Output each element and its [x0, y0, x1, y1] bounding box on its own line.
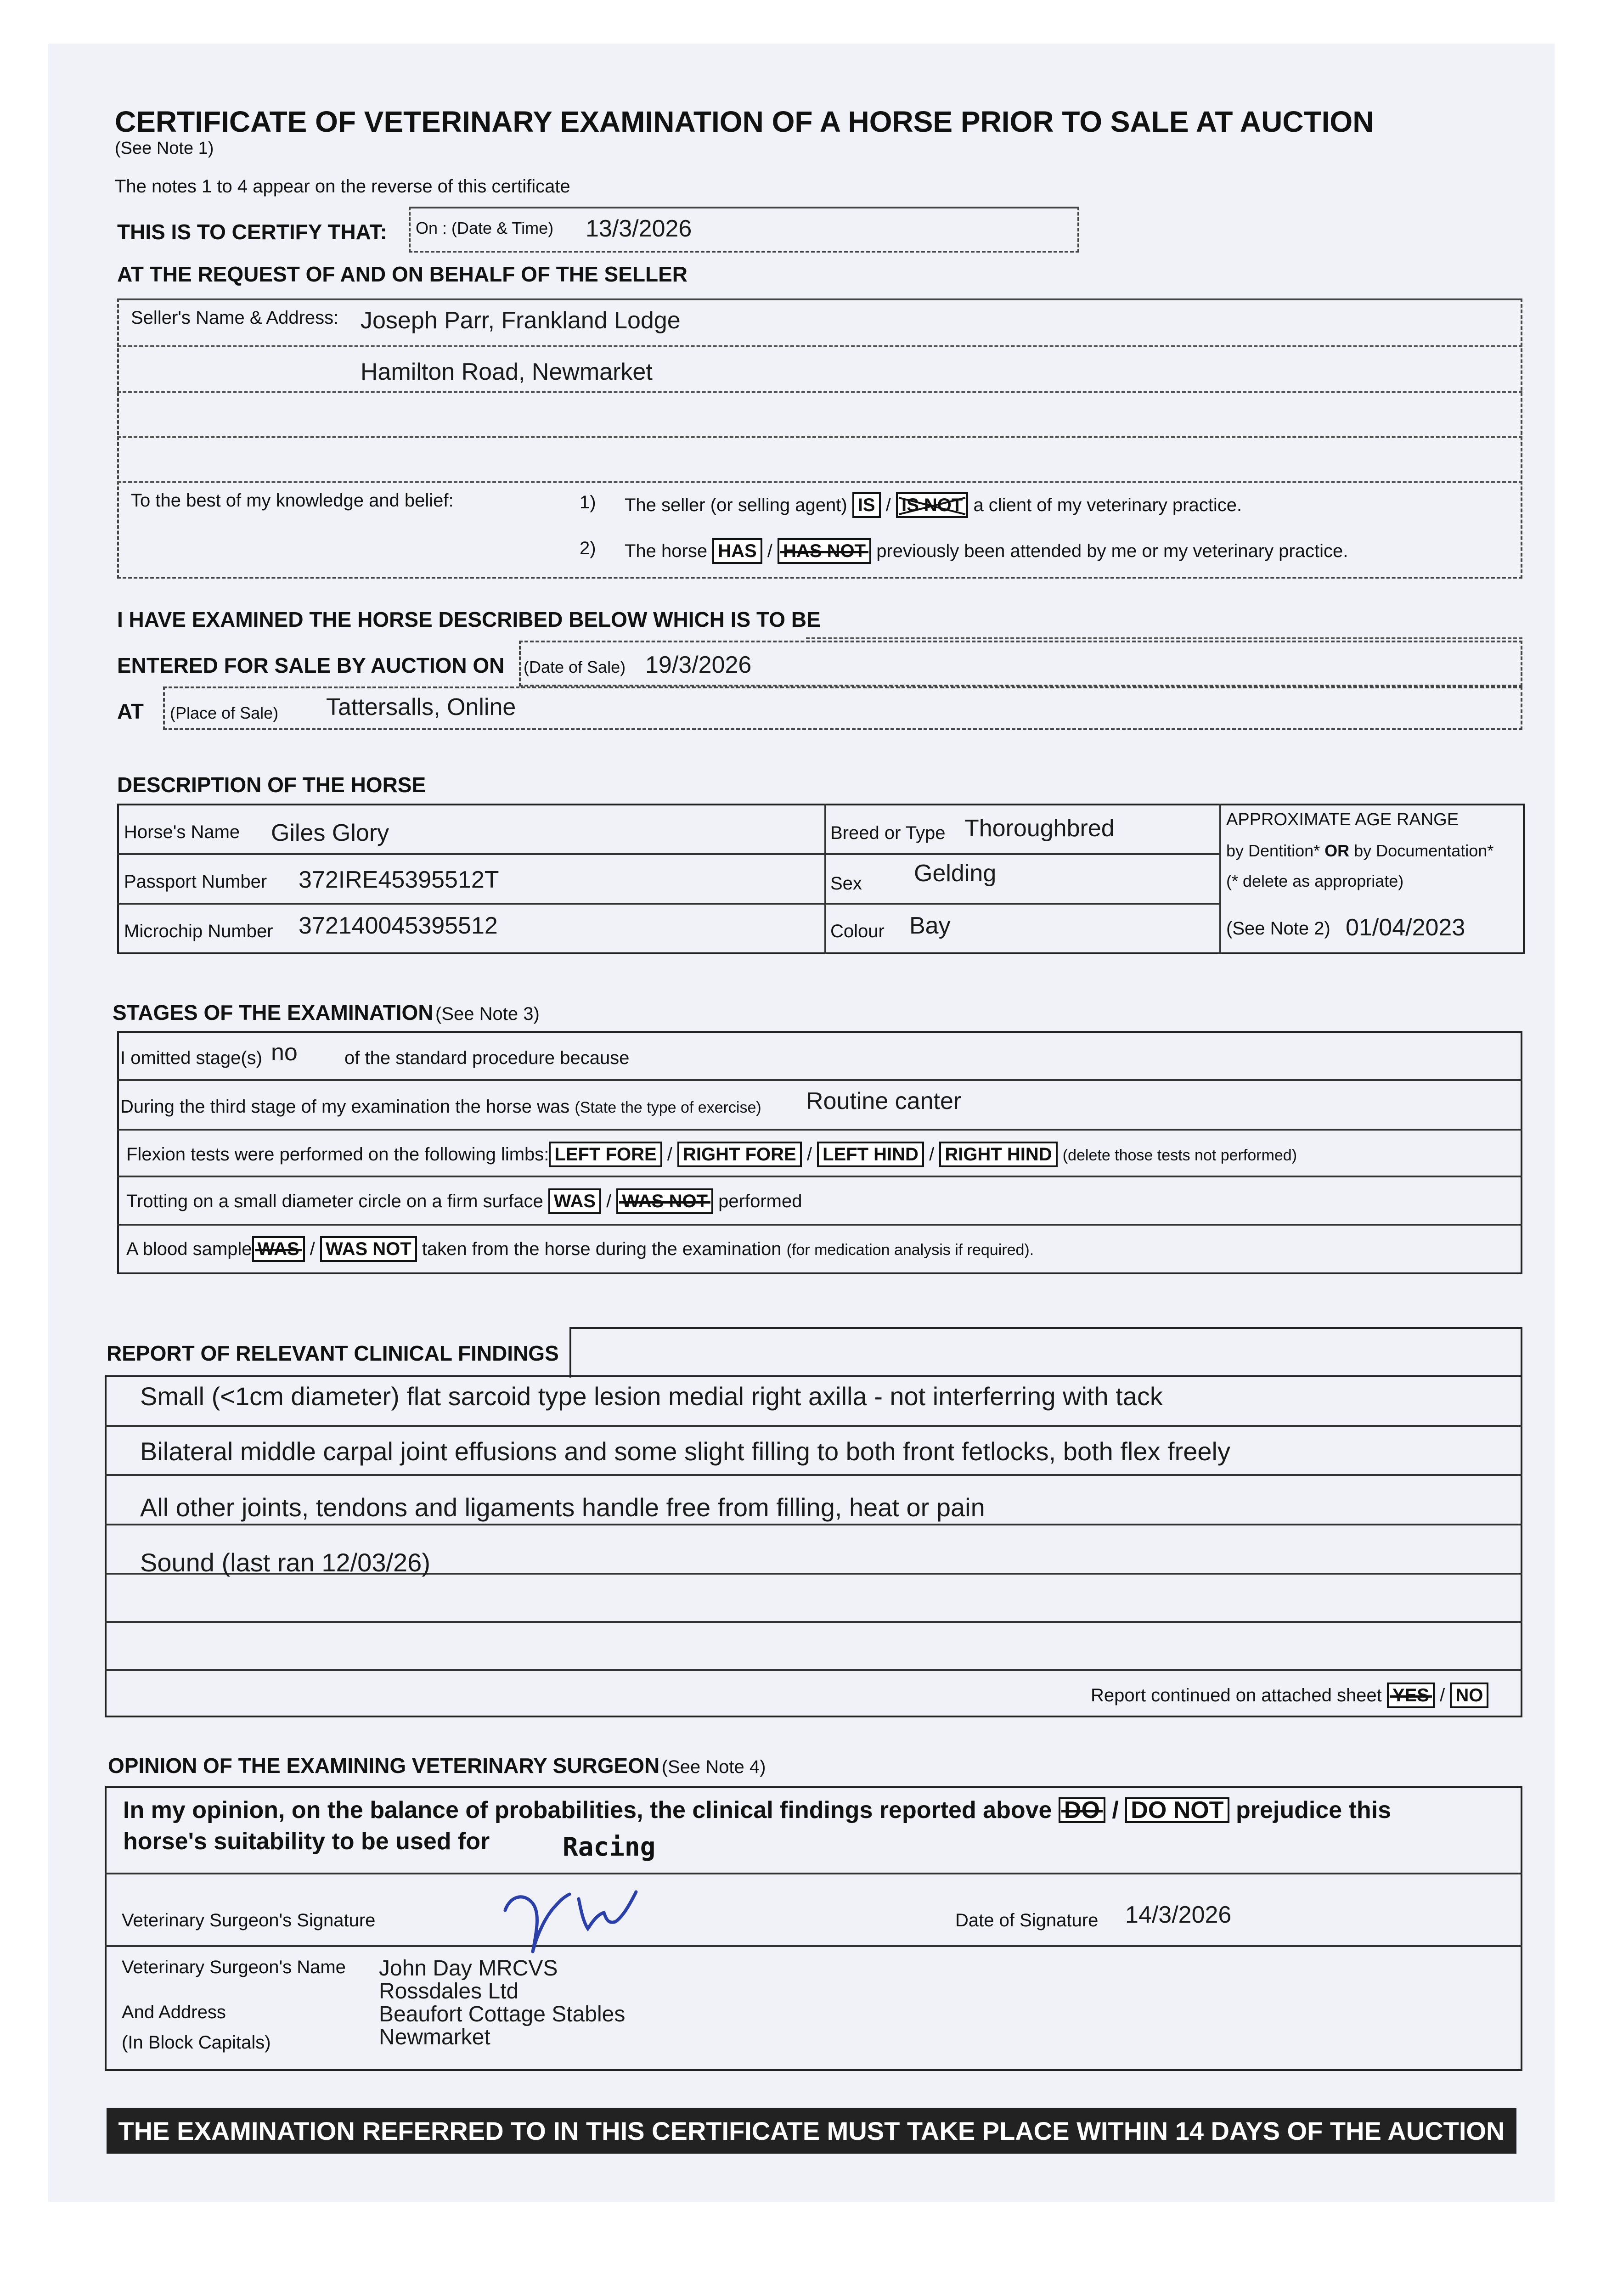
- separator: /: [606, 1191, 612, 1211]
- seller-divider: [117, 436, 1522, 438]
- signature-image: [496, 1878, 648, 1956]
- omitted-post: of the standard procedure because: [344, 1048, 630, 1068]
- trot-pre: Trotting on a small diameter circle on a firm surface: [126, 1191, 543, 1211]
- stages-row-divider: [117, 1224, 1522, 1226]
- description-divider: [1219, 804, 1221, 954]
- breed-label: Breed or Type: [830, 823, 946, 843]
- opinion-divider: [105, 1873, 1522, 1874]
- sale-date-value: 19/3/2026: [645, 652, 752, 678]
- opinion-heading-note: (See Note 4): [661, 1757, 766, 1777]
- on-label: On : (Date & Time): [416, 219, 554, 237]
- stages-row-divider: [117, 1129, 1522, 1131]
- use-value: Racing: [563, 1832, 656, 1862]
- block-capitals-label: (In Block Capitals): [122, 2032, 271, 2053]
- opinion-text-post: prejudice this: [1235, 1797, 1392, 1823]
- third-stage: [120, 1097, 761, 1117]
- sale-line: [806, 637, 1522, 639]
- description-divider: [824, 804, 826, 954]
- description-row-divider: [117, 853, 1219, 855]
- sale-place-value: Tattersalls, Online: [326, 694, 516, 720]
- horse-name-value: Giles Glory: [271, 820, 389, 846]
- report-line: [105, 1621, 1522, 1623]
- blood-was-not-option[interactable]: WAS NOT: [320, 1236, 417, 1262]
- description-row-divider: [117, 903, 1219, 905]
- sex-label: Sex: [830, 873, 862, 894]
- third-stage-note: (State the type of exercise): [575, 1099, 761, 1116]
- blood-post: taken from the horse during the examination: [422, 1239, 782, 1259]
- opinion-text-pre: In my opinion, on the balance of probabilities, the clinical findings reported above: [123, 1797, 1052, 1823]
- vet-line: Newmarket: [379, 2025, 490, 2049]
- certificate-title: CERTIFICATE OF VETERINARY EXAMINATION OF A HORSE PRIOR TO SALE AT AUCTION: [115, 105, 1374, 138]
- right-fore-option[interactable]: RIGHT FORE: [677, 1142, 802, 1167]
- report-line: [105, 1425, 1522, 1427]
- title-note: (See Note 1): [115, 139, 214, 158]
- vet-line: Rossdales Ltd: [379, 1979, 519, 2003]
- is-option[interactable]: IS: [852, 492, 881, 518]
- horse-name-label: Horse's Name: [124, 822, 240, 842]
- passport-label: Passport Number: [124, 872, 267, 892]
- date-signature-label: Date of Signature: [955, 1910, 1099, 1930]
- vet-line: Beaufort Cottage Stables: [379, 2002, 626, 2026]
- flexion-post: (delete those tests not performed): [1062, 1147, 1297, 1164]
- has-not-option-deleted[interactable]: HAS NOT: [778, 538, 871, 564]
- sale-heading-1: I HAVE EXAMINED THE HORSE DESCRIBED BELOW WHICH IS TO BE: [117, 608, 821, 631]
- vet-name-label: Veterinary Surgeon's Name: [122, 1957, 346, 1977]
- separator: /: [767, 541, 772, 561]
- separator: /: [310, 1239, 315, 1259]
- date-signature-value: 14/3/2026: [1125, 1902, 1232, 1928]
- separator: /: [885, 495, 891, 515]
- finding-line-1: Small (<1cm diameter) flat sarcoid type lesion medial right axilla - not interferring with tack: [140, 1382, 1163, 1411]
- sale-date-label: (Date of Sale): [524, 658, 626, 676]
- finding-line-3: All other joints, tendons and ligaments handle free from filling, heat or pain: [140, 1493, 985, 1522]
- statement-1: [625, 492, 1242, 518]
- finding-line-2: Bilateral middle carpal joint effusions and some slight filling to both front fetlocks, both flex freely: [140, 1437, 1230, 1466]
- at-label: AT: [117, 699, 144, 723]
- colour-value: Bay: [909, 912, 951, 939]
- has-option[interactable]: HAS: [712, 538, 762, 564]
- do-not-option[interactable]: DO NOT: [1125, 1797, 1229, 1823]
- right-hind-option[interactable]: RIGHT HIND: [939, 1142, 1057, 1167]
- statement-1-post: a client of my veterinary practice.: [973, 495, 1242, 515]
- report-heading-box: [569, 1327, 1522, 1378]
- blood-row: [126, 1236, 1034, 1262]
- age-by-dentition: by Dentition*: [1226, 841, 1320, 860]
- trot-was-option[interactable]: WAS: [548, 1188, 601, 1214]
- vet-address-label: And Address: [122, 2002, 226, 2022]
- stages-heading-note: (See Note 3): [435, 1004, 540, 1024]
- separator: /: [1112, 1797, 1119, 1823]
- continued-no-option[interactable]: NO: [1450, 1683, 1488, 1708]
- seller-address-line2: Hamilton Road, Newmarket: [361, 359, 653, 385]
- seller-name-label: Seller's Name & Address:: [131, 308, 339, 328]
- microchip-value: 372140045395512: [299, 912, 498, 939]
- flexion-pre: Flexion tests were performed on the following limbs:: [126, 1144, 549, 1165]
- report-line: [105, 1669, 1522, 1671]
- deadline-banner: THE EXAMINATION REFERRED TO IN THIS CERTIFICATE MUST TAKE PLACE WITHIN 14 DAYS OF THE AUCTION: [107, 2108, 1516, 2154]
- description-heading: DESCRIPTION OF THE HORSE: [117, 773, 426, 797]
- separator: /: [806, 1144, 812, 1165]
- seller-divider: [117, 345, 1522, 347]
- age-by-documentation: by Documentation*: [1354, 841, 1494, 860]
- opinion-line-2: horse's suitability to be used for: [123, 1828, 490, 1855]
- opinion-heading: [108, 1753, 766, 1778]
- do-option-deleted[interactable]: DO: [1059, 1797, 1105, 1823]
- omitted-value: no: [271, 1039, 298, 1066]
- is-not-option-deleted[interactable]: IS NOT: [896, 492, 968, 518]
- certify-label: THIS IS TO CERTIFY THAT:: [117, 220, 387, 244]
- passport-value: 372IRE45395512T: [299, 867, 499, 893]
- statement-2: [625, 538, 1348, 564]
- omitted-pre: I omitted stage(s): [120, 1048, 263, 1068]
- separator: /: [667, 1144, 672, 1165]
- notes-line: The notes 1 to 4 appear on the reverse of this certificate: [115, 176, 570, 197]
- sale-heading-2: ENTERED FOR SALE BY AUCTION ON: [117, 653, 505, 677]
- stages-heading: [113, 1000, 540, 1025]
- sex-value: Gelding: [914, 860, 997, 887]
- seller-divider: [117, 391, 1522, 393]
- left-fore-option[interactable]: LEFT FORE: [549, 1142, 662, 1167]
- microchip-label: Microchip Number: [124, 921, 273, 941]
- age-or: OR: [1324, 841, 1350, 860]
- stages-heading-text: STAGES OF THE EXAMINATION: [113, 1001, 434, 1024]
- statement-1-number: 1): [580, 492, 596, 512]
- vet-line: John Day MRCVS: [379, 1956, 558, 1981]
- blood-pre: A blood sample: [126, 1239, 252, 1259]
- sale-place-label: (Place of Sale): [170, 703, 279, 722]
- opinion-divider: [105, 1945, 1522, 1947]
- report-continued-label: Report continued on attached sheet: [1091, 1685, 1382, 1705]
- colour-label: Colour: [830, 921, 885, 941]
- seller-divider: [117, 481, 1522, 483]
- blood-note: (for medication analysis if required).: [786, 1241, 1034, 1259]
- age-range-by: [1226, 841, 1493, 861]
- age-range-heading: APPROXIMATE AGE RANGE: [1226, 810, 1459, 829]
- flexion-row: [126, 1142, 1297, 1167]
- trot-post: performed: [718, 1191, 802, 1211]
- statement-1-pre: The seller (or selling agent): [625, 495, 847, 515]
- seller-address-line1: Joseph Parr, Frankland Lodge: [361, 307, 681, 334]
- age-value: 01/04/2023: [1346, 914, 1465, 941]
- finding-line-4: Sound (last ran 12/03/26): [140, 1548, 430, 1577]
- left-hind-option[interactable]: LEFT HIND: [817, 1142, 924, 1167]
- statement-2-post: previously been attended by me or my veterinary practice.: [876, 541, 1348, 561]
- age-see-note: (See Note 2): [1226, 918, 1330, 939]
- third-stage-value: Routine canter: [806, 1088, 962, 1114]
- separator: /: [1440, 1685, 1445, 1705]
- separator: /: [929, 1144, 935, 1165]
- opinion-statement: [123, 1796, 1391, 1824]
- report-line: [105, 1524, 1522, 1525]
- stages-row-divider: [117, 1079, 1522, 1081]
- trot-row: [126, 1188, 802, 1214]
- report-line: [105, 1474, 1522, 1476]
- statement-2-number: 2): [580, 538, 596, 558]
- seller-box: [117, 298, 1522, 579]
- seller-heading: AT THE REQUEST OF AND ON BEHALF OF THE SELLER: [117, 262, 688, 286]
- trot-was-not-option-deleted[interactable]: WAS NOT: [616, 1188, 713, 1214]
- blood-was-option-deleted[interactable]: WAS: [252, 1236, 305, 1262]
- statement-2-pre: The horse: [625, 541, 708, 561]
- opinion-heading-text: OPINION OF THE EXAMINING VETERINARY SURGEON: [108, 1754, 660, 1778]
- age-delete-note: (* delete as appropriate): [1226, 872, 1404, 890]
- report-heading: REPORT OF RELEVANT CLINICAL FINDINGS: [107, 1341, 559, 1365]
- vet-name-address: [379, 1957, 625, 2049]
- signature-label: Veterinary Surgeon's Signature: [122, 1910, 376, 1930]
- certify-date-value: 13/3/2026: [586, 215, 692, 242]
- stages-row-divider: [117, 1176, 1522, 1177]
- third-stage-pre: During the third stage of my examination the horse was: [120, 1097, 570, 1117]
- knowledge-label: To the best of my knowledge and belief:: [131, 490, 454, 511]
- breed-value: Thoroughbred: [964, 815, 1115, 842]
- report-continued: [1091, 1683, 1488, 1708]
- continued-yes-option-deleted[interactable]: YES: [1387, 1683, 1435, 1708]
